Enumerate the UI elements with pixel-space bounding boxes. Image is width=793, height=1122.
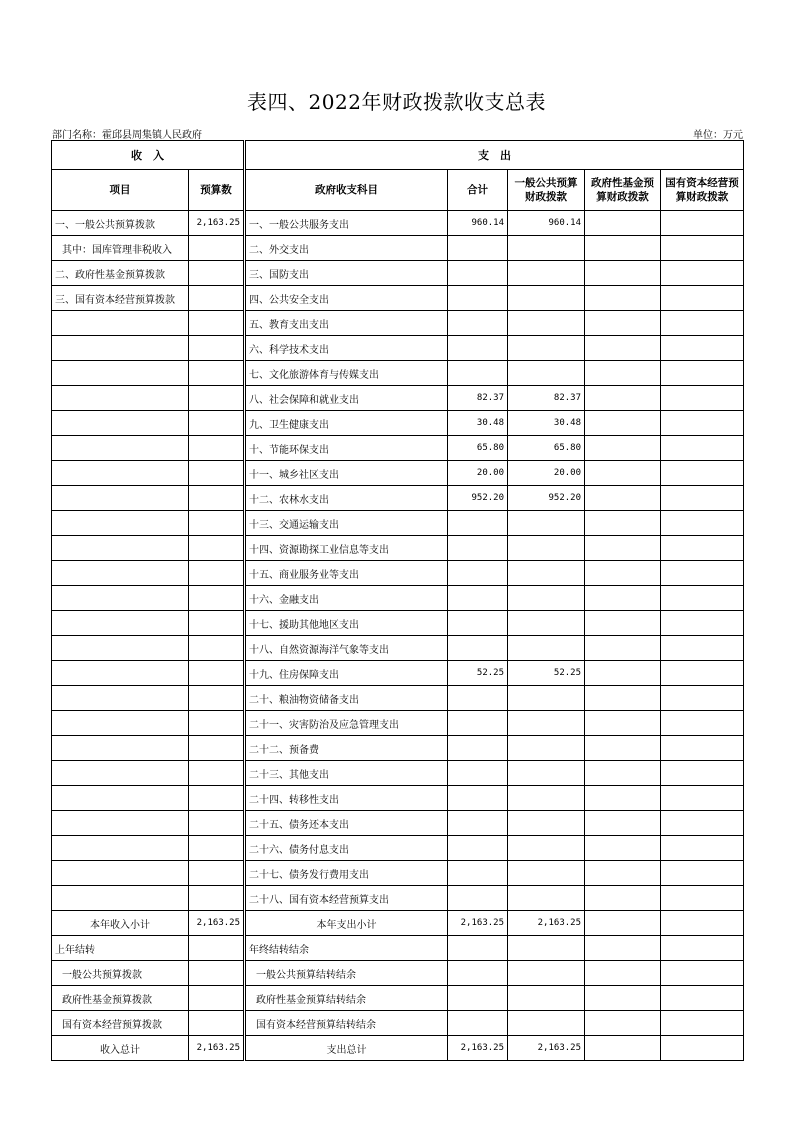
general-budget-cell bbox=[508, 611, 585, 636]
total-cell bbox=[448, 886, 508, 911]
unit-label: 单位：万元 bbox=[693, 130, 743, 141]
table-row bbox=[52, 661, 744, 686]
fund-budget-cell bbox=[585, 861, 661, 886]
capital-budget-cell bbox=[661, 336, 744, 361]
fund-budget-cell bbox=[585, 236, 661, 261]
income-value-cell bbox=[189, 361, 245, 386]
col-general-header: 一般公共预算财政拨款 bbox=[508, 170, 585, 211]
fund-budget-cell bbox=[585, 211, 661, 236]
fund-budget-cell bbox=[585, 511, 661, 536]
capital-budget-cell bbox=[661, 736, 744, 761]
income-item-cell: 一般公共预算拨款 bbox=[52, 961, 189, 986]
expense-subject-cell: 二十三、其他支出 bbox=[245, 761, 448, 786]
fund-budget-cell bbox=[585, 636, 661, 661]
income-item-cell bbox=[52, 761, 189, 786]
income-item-cell bbox=[52, 361, 189, 386]
table-row bbox=[52, 861, 744, 886]
col-total-header: 合计 bbox=[448, 170, 508, 211]
general-budget-cell bbox=[508, 511, 585, 536]
capital-budget-cell bbox=[661, 386, 744, 411]
fund-budget-cell bbox=[585, 586, 661, 611]
income-item-cell bbox=[52, 336, 189, 361]
fund-budget-cell bbox=[585, 436, 661, 461]
expense-subject-cell: 八、社会保障和就业支出 bbox=[245, 386, 448, 411]
subtotal-row bbox=[52, 911, 744, 936]
expense-subject-cell: 九、卫生健康支出 bbox=[245, 411, 448, 436]
general-budget-cell bbox=[508, 311, 585, 336]
capital-budget-cell bbox=[661, 936, 744, 961]
expense-subject-cell: 一般公共预算结转结余 bbox=[245, 961, 448, 986]
total-cell bbox=[448, 536, 508, 561]
general-budget-cell: 952.20 bbox=[508, 486, 585, 511]
income-item-cell bbox=[52, 861, 189, 886]
capital-budget-cell bbox=[661, 236, 744, 261]
fund-budget-cell bbox=[585, 386, 661, 411]
total-cell bbox=[448, 311, 508, 336]
fund-budget-cell bbox=[585, 286, 661, 311]
carry-row bbox=[52, 986, 744, 1011]
capital-budget-cell bbox=[661, 761, 744, 786]
expense-subject-cell: 十、节能环保支出 bbox=[245, 436, 448, 461]
capital-budget-cell bbox=[661, 686, 744, 711]
fund-budget-cell bbox=[585, 486, 661, 511]
fund-budget-cell bbox=[585, 736, 661, 761]
expense-subject-cell: 二十七、债务发行费用支出 bbox=[245, 861, 448, 886]
total-cell bbox=[448, 711, 508, 736]
income-value-cell bbox=[189, 736, 245, 761]
budget-table bbox=[51, 140, 744, 1061]
income-value-cell bbox=[189, 986, 245, 1011]
capital-budget-cell bbox=[661, 486, 744, 511]
income-header: 收 入 bbox=[52, 141, 245, 170]
total-cell bbox=[448, 861, 508, 886]
general-budget-cell: 2,163.25 bbox=[508, 911, 585, 936]
total-cell bbox=[448, 236, 508, 261]
table-row bbox=[52, 286, 744, 311]
expense-subject-cell: 十二、农林水支出 bbox=[245, 486, 448, 511]
total-cell bbox=[448, 511, 508, 536]
carry-row bbox=[52, 961, 744, 986]
income-item-cell bbox=[52, 811, 189, 836]
income-item-cell bbox=[52, 636, 189, 661]
table-row bbox=[52, 436, 744, 461]
general-budget-cell bbox=[508, 686, 585, 711]
total-cell: 82.37 bbox=[448, 386, 508, 411]
table-row bbox=[52, 836, 744, 861]
income-item-cell bbox=[52, 461, 189, 486]
income-item-cell: 一、一般公共预算拨款 bbox=[52, 211, 189, 236]
table-row bbox=[52, 711, 744, 736]
expense-subject-cell: 七、文化旅游体育与传媒支出 bbox=[245, 361, 448, 386]
expense-subject-cell: 本年支出小计 bbox=[245, 911, 448, 936]
fund-budget-cell bbox=[585, 936, 661, 961]
total-cell: 65.80 bbox=[448, 436, 508, 461]
income-item-cell: 国有资本经营预算拨款 bbox=[52, 1011, 189, 1036]
total-cell bbox=[448, 836, 508, 861]
income-value-cell bbox=[189, 786, 245, 811]
expense-subject-cell: 六、科学技术支出 bbox=[245, 336, 448, 361]
fund-budget-cell bbox=[585, 1011, 661, 1036]
table-row bbox=[52, 736, 744, 761]
expense-subject-cell: 十四、资源勘探工业信息等支出 bbox=[245, 536, 448, 561]
fund-budget-cell bbox=[585, 961, 661, 986]
income-value-cell bbox=[189, 936, 245, 961]
total-cell bbox=[448, 361, 508, 386]
total-cell bbox=[448, 811, 508, 836]
general-budget-cell bbox=[508, 586, 585, 611]
expense-subject-cell: 二、外交支出 bbox=[245, 236, 448, 261]
table-row bbox=[52, 611, 744, 636]
total-cell: 20.00 bbox=[448, 461, 508, 486]
income-value-cell bbox=[189, 461, 245, 486]
capital-budget-cell bbox=[661, 961, 744, 986]
total-cell: 2,163.25 bbox=[448, 1036, 508, 1061]
capital-budget-cell bbox=[661, 711, 744, 736]
expense-subject-cell: 二十二、预备费 bbox=[245, 736, 448, 761]
table-row bbox=[52, 386, 744, 411]
income-item-cell: 收入总计 bbox=[52, 1036, 189, 1061]
expense-subject-cell: 国有资本经营预算结转结余 bbox=[245, 1011, 448, 1036]
table-row bbox=[52, 411, 744, 436]
table-row bbox=[52, 811, 744, 836]
expense-subject-cell: 二十八、国有资本经营预算支出 bbox=[245, 886, 448, 911]
income-value-cell bbox=[189, 486, 245, 511]
expense-subject-cell: 二十四、转移性支出 bbox=[245, 786, 448, 811]
capital-budget-cell bbox=[661, 286, 744, 311]
expense-subject-cell: 二十、粮油物资储备支出 bbox=[245, 686, 448, 711]
fund-budget-cell bbox=[585, 686, 661, 711]
total-cell bbox=[448, 936, 508, 961]
expense-subject-cell: 三、国防支出 bbox=[245, 261, 448, 286]
income-item-cell: 上年结转 bbox=[52, 936, 189, 961]
capital-budget-cell bbox=[661, 661, 744, 686]
income-item-cell bbox=[52, 686, 189, 711]
capital-budget-cell bbox=[661, 611, 744, 636]
general-budget-cell: 82.37 bbox=[508, 386, 585, 411]
total-cell bbox=[448, 611, 508, 636]
table-row bbox=[52, 486, 744, 511]
department-name: 部门名称：霍邱县周集镇人民政府 bbox=[52, 130, 202, 141]
table-row bbox=[52, 636, 744, 661]
general-budget-cell bbox=[508, 711, 585, 736]
total-cell bbox=[448, 686, 508, 711]
header-row-2 bbox=[52, 170, 744, 211]
income-value-cell bbox=[189, 586, 245, 611]
general-budget-cell bbox=[508, 536, 585, 561]
income-item-cell: 二、政府性基金预算拨款 bbox=[52, 261, 189, 286]
page-title: 表四、2022年财政拨款收支总表 bbox=[247, 90, 546, 114]
income-value-cell bbox=[189, 436, 245, 461]
total-cell bbox=[448, 986, 508, 1011]
general-budget-cell bbox=[508, 836, 585, 861]
table-row bbox=[52, 761, 744, 786]
income-value-cell bbox=[189, 836, 245, 861]
general-budget-cell: 2,163.25 bbox=[508, 1036, 585, 1061]
capital-budget-cell bbox=[661, 811, 744, 836]
expense-subject-cell: 年终结转结余 bbox=[245, 936, 448, 961]
expense-subject-cell: 十一、城乡社区支出 bbox=[245, 461, 448, 486]
capital-budget-cell bbox=[661, 786, 744, 811]
carry-row bbox=[52, 1011, 744, 1036]
expense-subject-cell: 二十五、债务还本支出 bbox=[245, 811, 448, 836]
general-budget-cell bbox=[508, 786, 585, 811]
total-cell bbox=[448, 636, 508, 661]
fund-budget-cell bbox=[585, 536, 661, 561]
capital-budget-cell bbox=[661, 361, 744, 386]
general-budget-cell bbox=[508, 286, 585, 311]
table-row bbox=[52, 586, 744, 611]
capital-budget-cell bbox=[661, 1036, 744, 1061]
general-budget-cell bbox=[508, 1011, 585, 1036]
capital-budget-cell bbox=[661, 911, 744, 936]
capital-budget-cell bbox=[661, 511, 744, 536]
fund-budget-cell bbox=[585, 611, 661, 636]
income-value-cell bbox=[189, 711, 245, 736]
expense-subject-cell: 十六、金融支出 bbox=[245, 586, 448, 611]
general-budget-cell bbox=[508, 986, 585, 1011]
capital-budget-cell bbox=[661, 461, 744, 486]
income-value-cell bbox=[189, 1011, 245, 1036]
general-budget-cell bbox=[508, 936, 585, 961]
total-cell bbox=[448, 286, 508, 311]
total-cell: 2,163.25 bbox=[448, 911, 508, 936]
income-item-cell bbox=[52, 661, 189, 686]
fund-budget-cell bbox=[585, 1036, 661, 1061]
capital-budget-cell bbox=[661, 861, 744, 886]
income-value-cell bbox=[189, 636, 245, 661]
fund-budget-cell bbox=[585, 786, 661, 811]
fund-budget-cell bbox=[585, 261, 661, 286]
general-budget-cell: 960.14 bbox=[508, 211, 585, 236]
general-budget-cell: 20.00 bbox=[508, 461, 585, 486]
income-value-cell bbox=[189, 811, 245, 836]
table-row bbox=[52, 211, 744, 236]
total-cell bbox=[448, 586, 508, 611]
table-row bbox=[52, 236, 744, 261]
table-row bbox=[52, 786, 744, 811]
general-budget-cell: 30.48 bbox=[508, 411, 585, 436]
fund-budget-cell bbox=[585, 561, 661, 586]
income-value-cell bbox=[189, 311, 245, 336]
income-item-cell bbox=[52, 586, 189, 611]
table-row bbox=[52, 261, 744, 286]
total-cell bbox=[448, 1011, 508, 1036]
general-budget-cell bbox=[508, 636, 585, 661]
total-cell bbox=[448, 261, 508, 286]
income-item-cell bbox=[52, 736, 189, 761]
income-item-cell bbox=[52, 536, 189, 561]
expense-header: 支 出 bbox=[245, 141, 744, 170]
income-item-cell: 政府性基金预算拨款 bbox=[52, 986, 189, 1011]
fund-budget-cell bbox=[585, 761, 661, 786]
income-value-cell bbox=[189, 511, 245, 536]
col-fund-header: 政府性基金预算财政拨款 bbox=[585, 170, 661, 211]
capital-budget-cell bbox=[661, 636, 744, 661]
table-row bbox=[52, 361, 744, 386]
income-value-cell bbox=[189, 761, 245, 786]
table-row bbox=[52, 461, 744, 486]
income-value-cell bbox=[189, 961, 245, 986]
income-value-cell: 2,163.25 bbox=[189, 911, 245, 936]
col-capital-header: 国有资本经营预算财政拨款 bbox=[661, 170, 744, 211]
income-value-cell bbox=[189, 386, 245, 411]
total-cell bbox=[448, 561, 508, 586]
table-row bbox=[52, 686, 744, 711]
income-value-cell: 2,163.25 bbox=[189, 211, 245, 236]
income-item-cell bbox=[52, 836, 189, 861]
expense-subject-cell: 二十六、债务付息支出 bbox=[245, 836, 448, 861]
general-budget-cell: 52.25 bbox=[508, 661, 585, 686]
income-value-cell bbox=[189, 336, 245, 361]
income-value-cell bbox=[189, 286, 245, 311]
capital-budget-cell bbox=[661, 586, 744, 611]
col-subject-header: 政府收支科目 bbox=[245, 170, 448, 211]
general-budget-cell bbox=[508, 961, 585, 986]
general-budget-cell bbox=[508, 861, 585, 886]
total-cell bbox=[448, 786, 508, 811]
fund-budget-cell bbox=[585, 361, 661, 386]
income-item-cell bbox=[52, 411, 189, 436]
capital-budget-cell bbox=[661, 311, 744, 336]
fund-budget-cell bbox=[585, 911, 661, 936]
income-item-cell: 本年收入小计 bbox=[52, 911, 189, 936]
general-budget-cell bbox=[508, 736, 585, 761]
fund-budget-cell bbox=[585, 886, 661, 911]
col-budget-header: 预算数 bbox=[189, 170, 245, 211]
expense-subject-cell: 一、一般公共服务支出 bbox=[245, 211, 448, 236]
general-budget-cell bbox=[508, 336, 585, 361]
fund-budget-cell bbox=[585, 986, 661, 1011]
income-value-cell bbox=[189, 411, 245, 436]
fund-budget-cell bbox=[585, 311, 661, 336]
total-cell bbox=[448, 961, 508, 986]
income-item-cell: 其中：国库管理非税收入 bbox=[52, 236, 189, 261]
fund-budget-cell bbox=[585, 336, 661, 361]
income-item-cell bbox=[52, 486, 189, 511]
income-value-cell bbox=[189, 686, 245, 711]
income-item-cell bbox=[52, 711, 189, 736]
general-budget-cell bbox=[508, 886, 585, 911]
expense-subject-cell: 五、教育支出支出 bbox=[245, 311, 448, 336]
table-row bbox=[52, 511, 744, 536]
general-budget-cell bbox=[508, 811, 585, 836]
table-row bbox=[52, 561, 744, 586]
total-cell: 952.20 bbox=[448, 486, 508, 511]
expense-subject-cell: 政府性基金预算结转结余 bbox=[245, 986, 448, 1011]
general-budget-cell bbox=[508, 236, 585, 261]
table-row bbox=[52, 311, 744, 336]
capital-budget-cell bbox=[661, 536, 744, 561]
income-item-cell bbox=[52, 386, 189, 411]
fund-budget-cell bbox=[585, 836, 661, 861]
capital-budget-cell bbox=[661, 836, 744, 861]
col-item-header: 项目 bbox=[52, 170, 189, 211]
income-item-cell bbox=[52, 786, 189, 811]
capital-budget-cell bbox=[661, 561, 744, 586]
income-item-cell bbox=[52, 886, 189, 911]
header-row-1 bbox=[52, 141, 744, 170]
income-value-cell bbox=[189, 261, 245, 286]
fund-budget-cell bbox=[585, 711, 661, 736]
fund-budget-cell bbox=[585, 461, 661, 486]
income-value-cell bbox=[189, 886, 245, 911]
capital-budget-cell bbox=[661, 1011, 744, 1036]
income-item-cell bbox=[52, 511, 189, 536]
income-value-cell bbox=[189, 561, 245, 586]
income-item-cell bbox=[52, 311, 189, 336]
table-row bbox=[52, 886, 744, 911]
capital-budget-cell bbox=[661, 436, 744, 461]
total-cell: 30.48 bbox=[448, 411, 508, 436]
income-item-cell: 三、国有资本经营预算拨款 bbox=[52, 286, 189, 311]
expense-subject-cell: 十八、自然资源海洋气象等支出 bbox=[245, 636, 448, 661]
grand-total-row bbox=[52, 1036, 744, 1061]
expense-subject-cell: 十七、援助其他地区支出 bbox=[245, 611, 448, 636]
total-cell: 52.25 bbox=[448, 661, 508, 686]
capital-budget-cell bbox=[661, 411, 744, 436]
expense-subject-cell: 支出总计 bbox=[245, 1036, 448, 1061]
total-cell bbox=[448, 336, 508, 361]
capital-budget-cell bbox=[661, 986, 744, 1011]
capital-budget-cell bbox=[661, 261, 744, 286]
fund-budget-cell bbox=[585, 411, 661, 436]
total-cell bbox=[448, 736, 508, 761]
general-budget-cell: 65.80 bbox=[508, 436, 585, 461]
income-value-cell: 2,163.25 bbox=[189, 1036, 245, 1061]
table-row bbox=[52, 336, 744, 361]
total-cell bbox=[448, 761, 508, 786]
income-value-cell bbox=[189, 536, 245, 561]
expense-subject-cell: 十九、住房保障支出 bbox=[245, 661, 448, 686]
fund-budget-cell bbox=[585, 661, 661, 686]
carry-row bbox=[52, 936, 744, 961]
income-value-cell bbox=[189, 661, 245, 686]
total-cell: 960.14 bbox=[448, 211, 508, 236]
capital-budget-cell bbox=[661, 886, 744, 911]
fund-budget-cell bbox=[585, 811, 661, 836]
general-budget-cell bbox=[508, 261, 585, 286]
income-item-cell bbox=[52, 436, 189, 461]
general-budget-cell bbox=[508, 561, 585, 586]
general-budget-cell bbox=[508, 361, 585, 386]
income-value-cell bbox=[189, 861, 245, 886]
expense-subject-cell: 四、公共安全支出 bbox=[245, 286, 448, 311]
income-item-cell bbox=[52, 561, 189, 586]
capital-budget-cell bbox=[661, 211, 744, 236]
income-value-cell bbox=[189, 611, 245, 636]
income-item-cell bbox=[52, 611, 189, 636]
expense-subject-cell: 十三、交通运输支出 bbox=[245, 511, 448, 536]
table-row bbox=[52, 536, 744, 561]
expense-subject-cell: 十五、商业服务业等支出 bbox=[245, 561, 448, 586]
general-budget-cell bbox=[508, 761, 585, 786]
income-value-cell bbox=[189, 236, 245, 261]
expense-subject-cell: 二十一、灾害防治及应急管理支出 bbox=[245, 711, 448, 736]
